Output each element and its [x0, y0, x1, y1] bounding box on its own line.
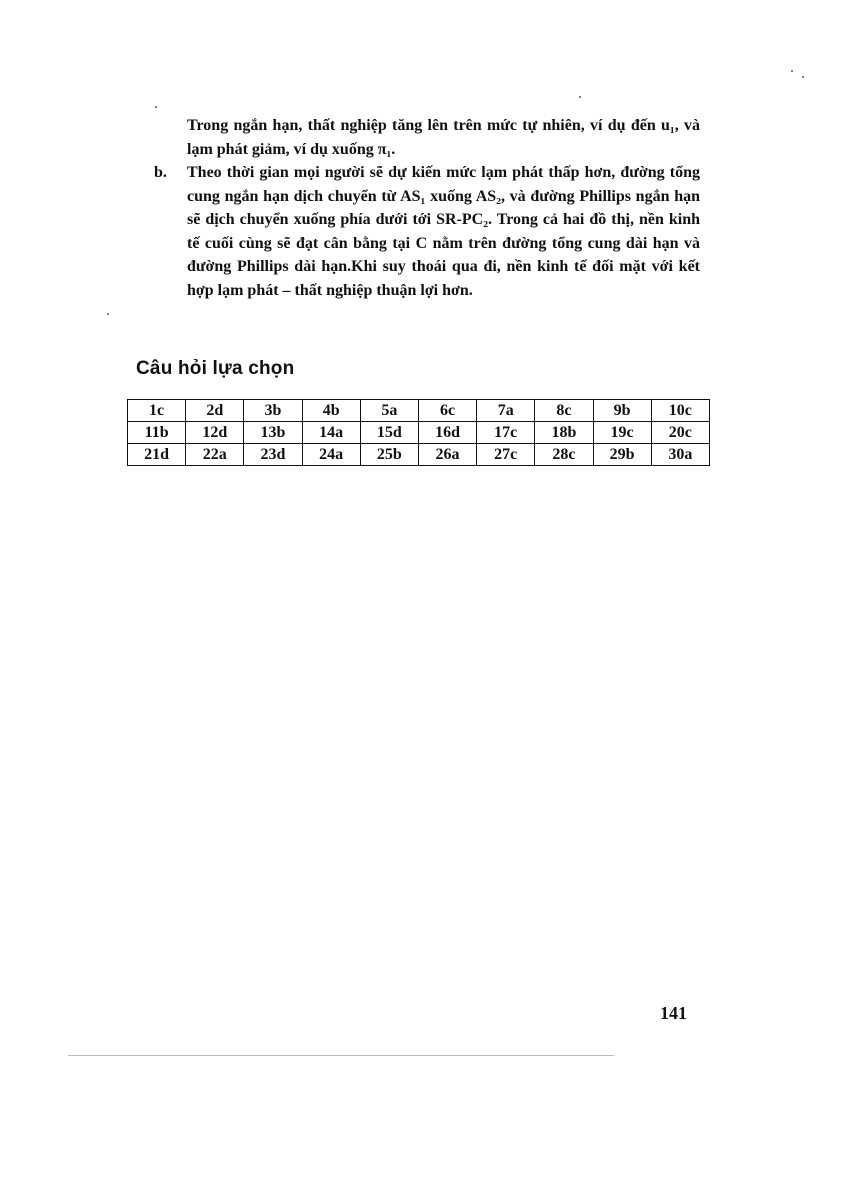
- answer-key-table: [127, 399, 710, 466]
- answer-cell: 22a: [186, 444, 244, 466]
- answer-cell: 5a: [360, 400, 418, 422]
- answer-cell: 14a: [302, 422, 360, 444]
- answer-cell: 25b: [360, 444, 418, 466]
- answer-cell: 16d: [418, 422, 476, 444]
- answer-cell: 19c: [593, 422, 651, 444]
- answer-cell: 18b: [535, 422, 593, 444]
- answer-cell: 20c: [651, 422, 709, 444]
- list-item-b: [154, 161, 700, 302]
- answer-cell: 29b: [593, 444, 651, 466]
- answer-text-block: [154, 114, 700, 302]
- page-number: 141: [660, 1003, 687, 1023]
- answer-cell: 8c: [535, 400, 593, 422]
- scan-speck: [579, 96, 581, 98]
- paragraph-a-continuation: Trong ngắn hạn, thất nghiệp tăng lên trên mức tự nhiên, ví dụ đến u₁, và lạm phát giảm, ví dụ xuống π₁.: [187, 117, 700, 158]
- answer-row: [128, 400, 710, 422]
- answer-cell: 21d: [128, 444, 186, 466]
- answer-cell: 27c: [477, 444, 535, 466]
- answer-cell: 17c: [477, 422, 535, 444]
- scan-speck: [107, 313, 109, 315]
- answer-cell: 15d: [360, 422, 418, 444]
- answer-cell: 11b: [128, 422, 186, 444]
- answer-row: [128, 422, 710, 444]
- section-heading: Câu hỏi lựa chọn: [136, 358, 295, 379]
- answer-cell: 4b: [302, 400, 360, 422]
- scan-speck: [791, 70, 793, 72]
- answer-cell: 6c: [418, 400, 476, 422]
- footer-rule: [68, 1055, 614, 1056]
- scan-speck: [155, 106, 157, 108]
- answer-cell: 26a: [418, 444, 476, 466]
- answer-cell: 3b: [244, 400, 302, 422]
- answer-cell: 13b: [244, 422, 302, 444]
- answer-row: [128, 444, 710, 466]
- scan-speck: [802, 76, 804, 78]
- answer-cell: 28c: [535, 444, 593, 466]
- answer-cell: 10c: [651, 400, 709, 422]
- item-marker-b: b.: [154, 164, 167, 181]
- item-b-text: Theo thời gian mọi người sẽ dự kiến mức lạm phát thấp hơn, đường tổng cung ngắn hạn dịch chuyển từ AS₁ xuống AS₂, và đường Phillips ngắn hạn sẽ dịch chuyển xuống phía dưới tới SR-PC₂. Trong cả hai đồ thị, nền kinh tế cuối cùng sẽ đạt cân bằng tại C nằm trên đường tổng cung dài hạn và đường Phillips dài hạn.Khi suy thoái qua đi, nền kinh tế đối mặt với kết hợp lạm phát – thất nghiệp thuận lợi hơn.: [187, 164, 700, 299]
- answer-cell: 12d: [186, 422, 244, 444]
- answer-cell: 30a: [651, 444, 709, 466]
- answer-cell: 1c: [128, 400, 186, 422]
- answer-cell: 7a: [477, 400, 535, 422]
- answer-cell: 9b: [593, 400, 651, 422]
- answer-cell: 2d: [186, 400, 244, 422]
- answer-cell: 24a: [302, 444, 360, 466]
- answer-cell: 23d: [244, 444, 302, 466]
